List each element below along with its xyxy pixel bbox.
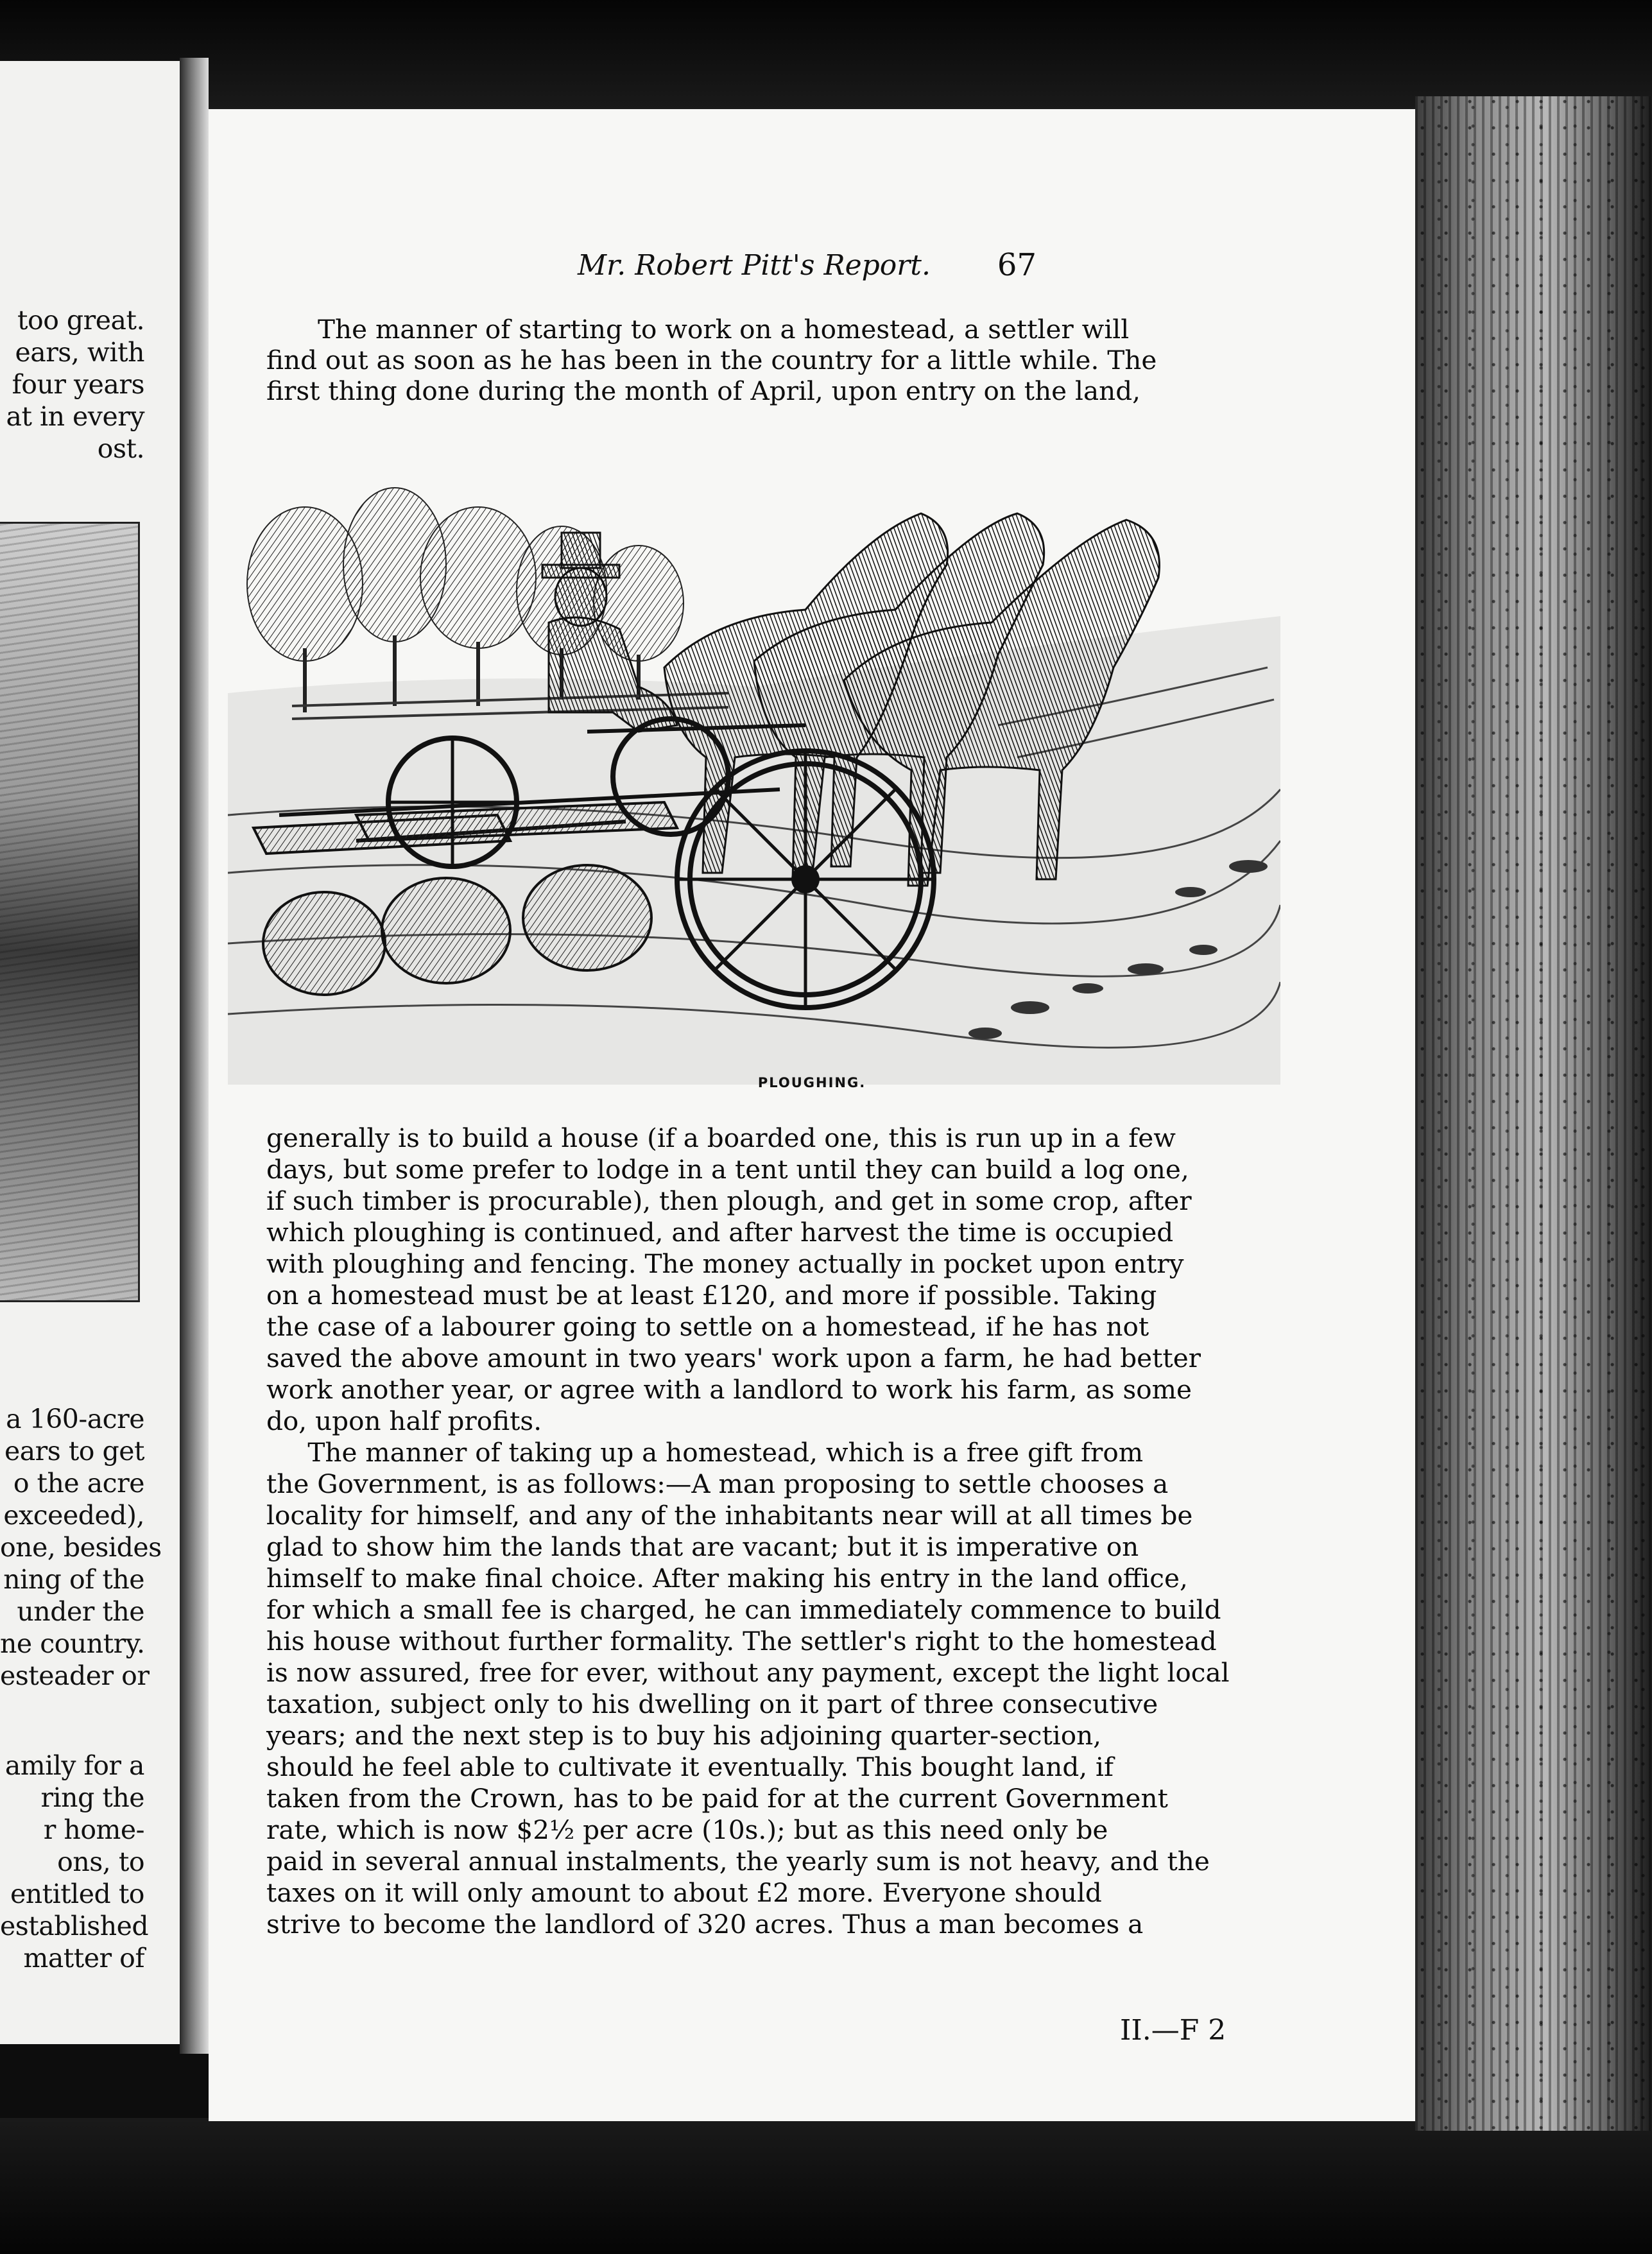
left-page-line: at in every xyxy=(6,401,144,432)
left-page xyxy=(0,61,180,2044)
text-line: days, but some prefer to lodge in a tent until they can build a log one, xyxy=(266,1154,1189,1185)
left-page-line: amily for a xyxy=(4,1750,144,1781)
text-line: strive to become the landlord of 320 acres. Thus a man becomes a xyxy=(266,1909,1144,1940)
left-page-line: a 160-acre xyxy=(6,1404,144,1434)
text-line: which ploughing is continued, and after harvest the time is occupied xyxy=(266,1217,1174,1248)
signature-mark: II.—F 2 xyxy=(1120,2014,1226,2047)
left-page-line: one, besides xyxy=(0,1532,162,1563)
text-line: should he feel able to cultivate it eventually. This bought land, if xyxy=(266,1751,1114,1782)
text-line: taxation, subject only to his dwelling on it part of three consecutive xyxy=(266,1689,1158,1719)
left-page-line: ears to get xyxy=(4,1436,144,1467)
text-line: rate, which is now $2½ per acre (10s.); but as this need only be xyxy=(266,1814,1108,1845)
scan-background-bottom xyxy=(0,2118,1652,2254)
text-line: on a homestead must be at least £120, and more if possible. Taking xyxy=(266,1280,1157,1311)
text-line: The manner of starting to work on a homestead, a settler will xyxy=(318,314,1130,345)
text-line: taken from the Crown, has to be paid for at the current Government xyxy=(266,1783,1168,1814)
left-page-line: entitled to xyxy=(10,1879,144,1909)
left-page-line: four years xyxy=(12,369,144,400)
text-line: is now assured, free for ever, without any payment, except the light local xyxy=(266,1657,1230,1688)
left-page-line: matter of xyxy=(23,1943,144,1974)
text-line: taxes on it will only amount to about £2 more. Everyone should xyxy=(266,1877,1102,1908)
text-line: work another year, or agree with a landlord to work his farm, as some xyxy=(266,1374,1192,1405)
illustration-caption: PLOUGHING. xyxy=(757,1075,866,1090)
text-line: the Government, is as follows:—A man proposing to settle chooses a xyxy=(266,1468,1169,1499)
text-line: himself to make final choice. After making his entry in the land office, xyxy=(266,1563,1188,1594)
left-page-line: under the xyxy=(17,1596,144,1627)
page-number: 67 xyxy=(997,247,1037,283)
left-page-line: ears, with xyxy=(15,337,144,368)
text-line: for which a small fee is charged, he can immediately commence to build xyxy=(266,1594,1221,1625)
left-page-line: ons, to xyxy=(57,1846,144,1877)
text-line: glad to show him the lands that are vacant; but it is imperative on xyxy=(266,1531,1139,1562)
left-page-line: exceeded), xyxy=(3,1500,144,1531)
left-page-illustration xyxy=(0,522,140,1302)
book-page-edges xyxy=(1415,96,1652,2131)
text-line: his house without further formality. The settler's right to the homestead xyxy=(266,1626,1217,1656)
text-line: do, upon half profits. xyxy=(266,1406,542,1436)
left-page-line: too great. xyxy=(17,305,144,336)
text-line: The manner of taking up a homestead, which is a free gift from xyxy=(266,1437,1144,1468)
text-line: saved the above amount in two years' work upon a farm, he had better xyxy=(266,1343,1201,1373)
text-line: find out as soon as he has been in the country for a little while. The xyxy=(266,345,1157,375)
left-page-line: established xyxy=(0,1911,149,1941)
left-page-line: ne country. xyxy=(0,1628,145,1659)
text-line: years; and the next step is to buy his adjoining quarter-section, xyxy=(266,1720,1102,1751)
left-page-line: esteader or xyxy=(0,1660,150,1691)
running-head: Mr. Robert Pitt's Report. xyxy=(578,249,931,282)
left-page-line: ost. xyxy=(97,433,144,464)
ploughing-illustration xyxy=(228,456,1280,1085)
left-page-line: r home- xyxy=(43,1814,144,1845)
left-page-line: o the acre xyxy=(13,1468,144,1499)
text-line: generally is to build a house (if a boarded one, this is run up in a few xyxy=(266,1123,1176,1153)
text-line: if such timber is procurable), then plough, and get in some crop, after xyxy=(266,1185,1192,1216)
left-page-line: ning of the xyxy=(3,1564,144,1595)
left-page-line: ring the xyxy=(40,1782,144,1813)
text-line: the case of a labourer going to settle on a homestead, if he has not xyxy=(266,1311,1149,1342)
book-gutter xyxy=(180,58,209,2054)
text-line: first thing done during the month of April, upon entry on the land, xyxy=(266,375,1140,406)
scan-background-top xyxy=(0,0,1652,109)
text-line: with ploughing and fencing. The money actually in pocket upon entry xyxy=(266,1248,1184,1279)
book-page xyxy=(209,109,1415,2121)
text-line: paid in several annual instalments, the yearly sum is not heavy, and the xyxy=(266,1846,1210,1877)
text-line: locality for himself, and any of the inhabitants near will at all times be xyxy=(266,1500,1193,1531)
